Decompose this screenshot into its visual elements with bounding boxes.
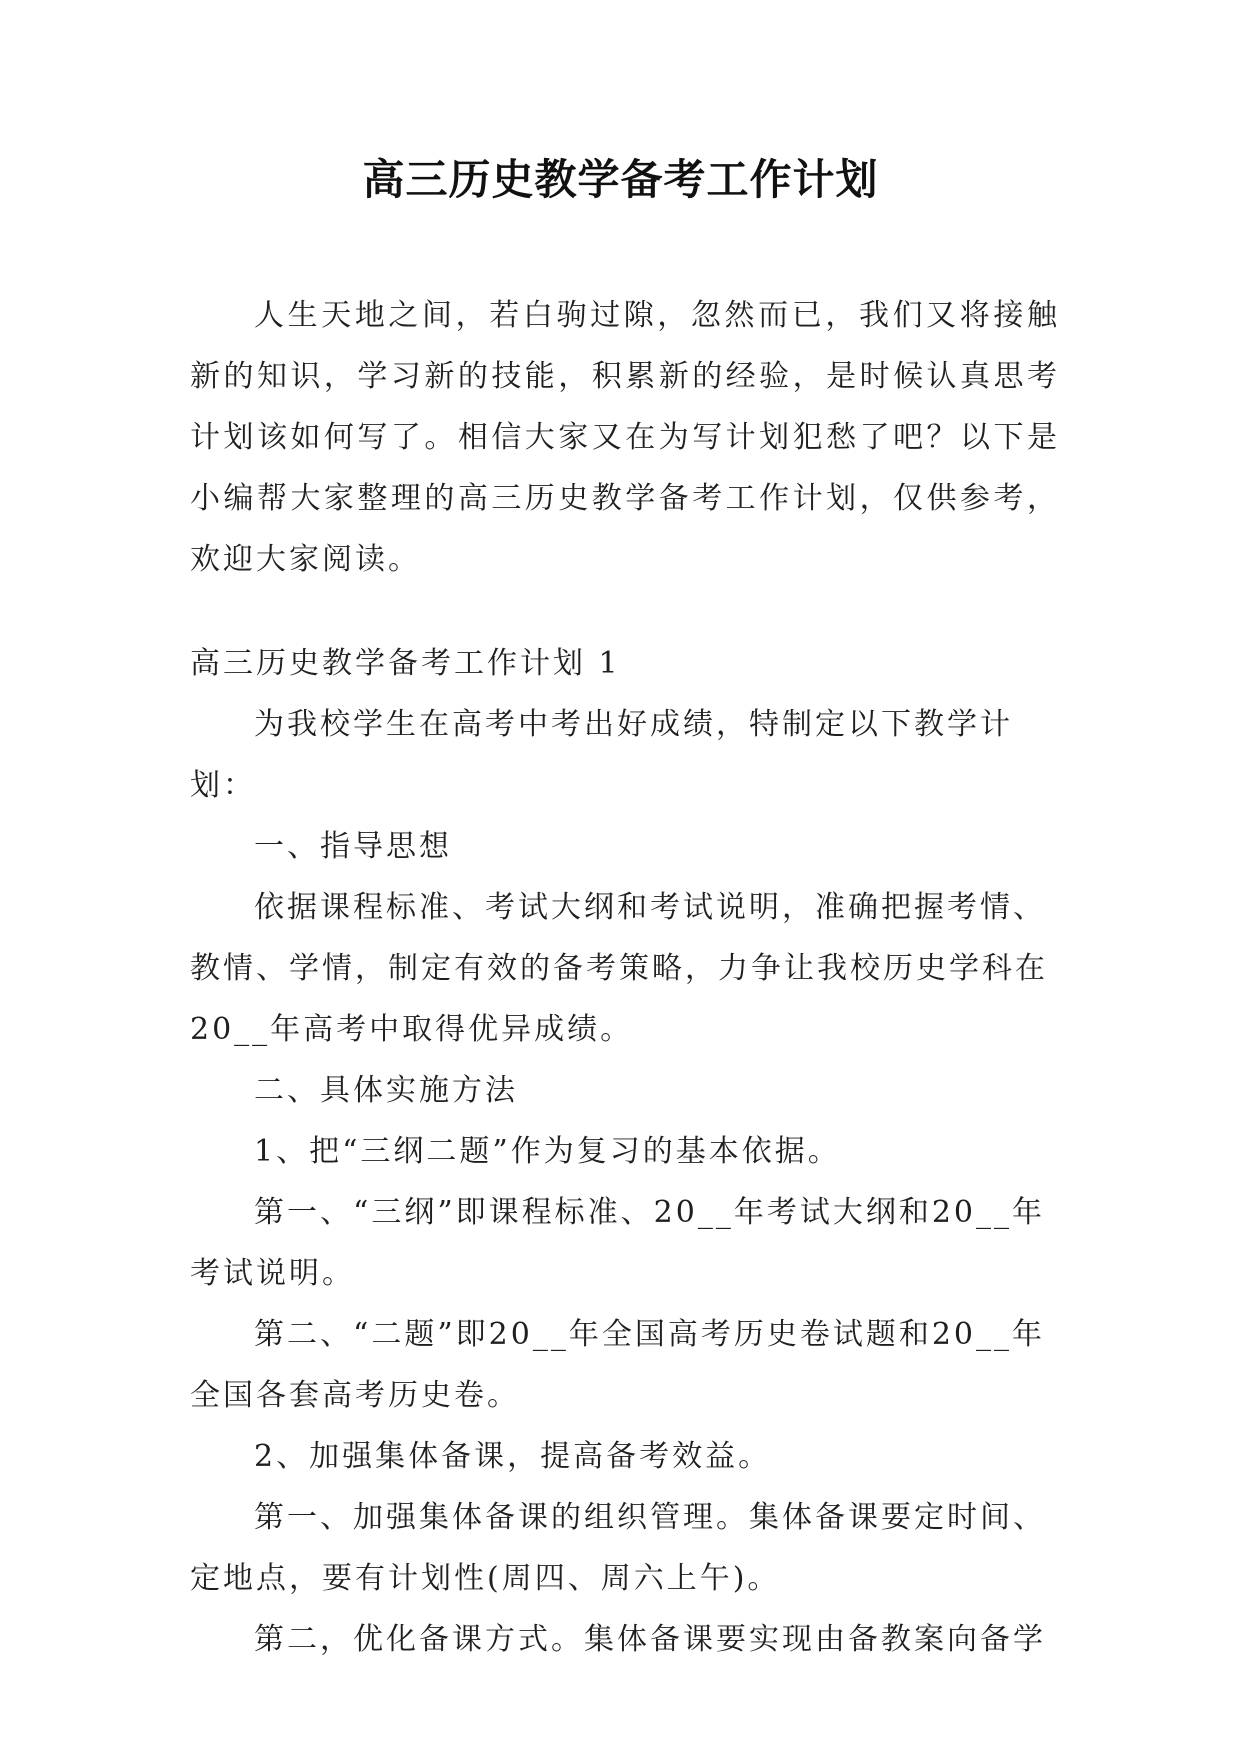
item-2-second: 第二，优化备课方式。集体备课要实现由备教案向备学 [254, 1622, 1046, 1657]
item-1-first: 第一、“三纲”即课程标准、20__年考试大纲和20__年考试说明。 [190, 1195, 1046, 1291]
intro-paragraph: 人生天地之间，若白驹过隙，忽然而已，我们又将接触新的知识，学习新的技能，积累新的经验，是时候认真思考计划该如何写了。相信大家又在为写计划犯愁了吧？以下是小编帮大家整理的高三历史教学备考工作计划，仅供参考，欢迎大家阅读。 [190, 298, 1060, 577]
heading-implementation-methods: 二、具体实施方法 [254, 1073, 518, 1108]
heading-guiding-ideology: 一、指导思想 [254, 829, 452, 864]
plan-section [190, 633, 1060, 1670]
document-title: 高三历史教学备考工作计划 [362, 155, 879, 204]
item-2-first: 第一、加强集体备课的组织管理。集体备课要定时间、定地点，要有计划性(周四、周六上午)。 [190, 1500, 1046, 1596]
paragraph-purpose: 为我校学生在高考中考出好成绩，特制定以下教学计划： [190, 707, 1013, 803]
item-1: 1、把“三纲二题”作为复习的基本依据。 [254, 1134, 841, 1169]
section-title: 高三历史教学备考工作计划 1 [190, 646, 621, 681]
paragraph-guiding-ideology: 依据课程标准、考试大纲和考试说明，准确把握考情、教情、学情，制定有效的备考策略，力争让我校历史学科在20__年高考中取得优异成绩。 [190, 890, 1048, 1047]
document-body [190, 285, 1060, 1670]
item-2: 2、加强集体备课，提高备考效益。 [254, 1439, 772, 1474]
item-1-second: 第二、“二题”即20__年全国高考历史卷试题和20__年全国各套高考历史卷。 [190, 1317, 1046, 1413]
